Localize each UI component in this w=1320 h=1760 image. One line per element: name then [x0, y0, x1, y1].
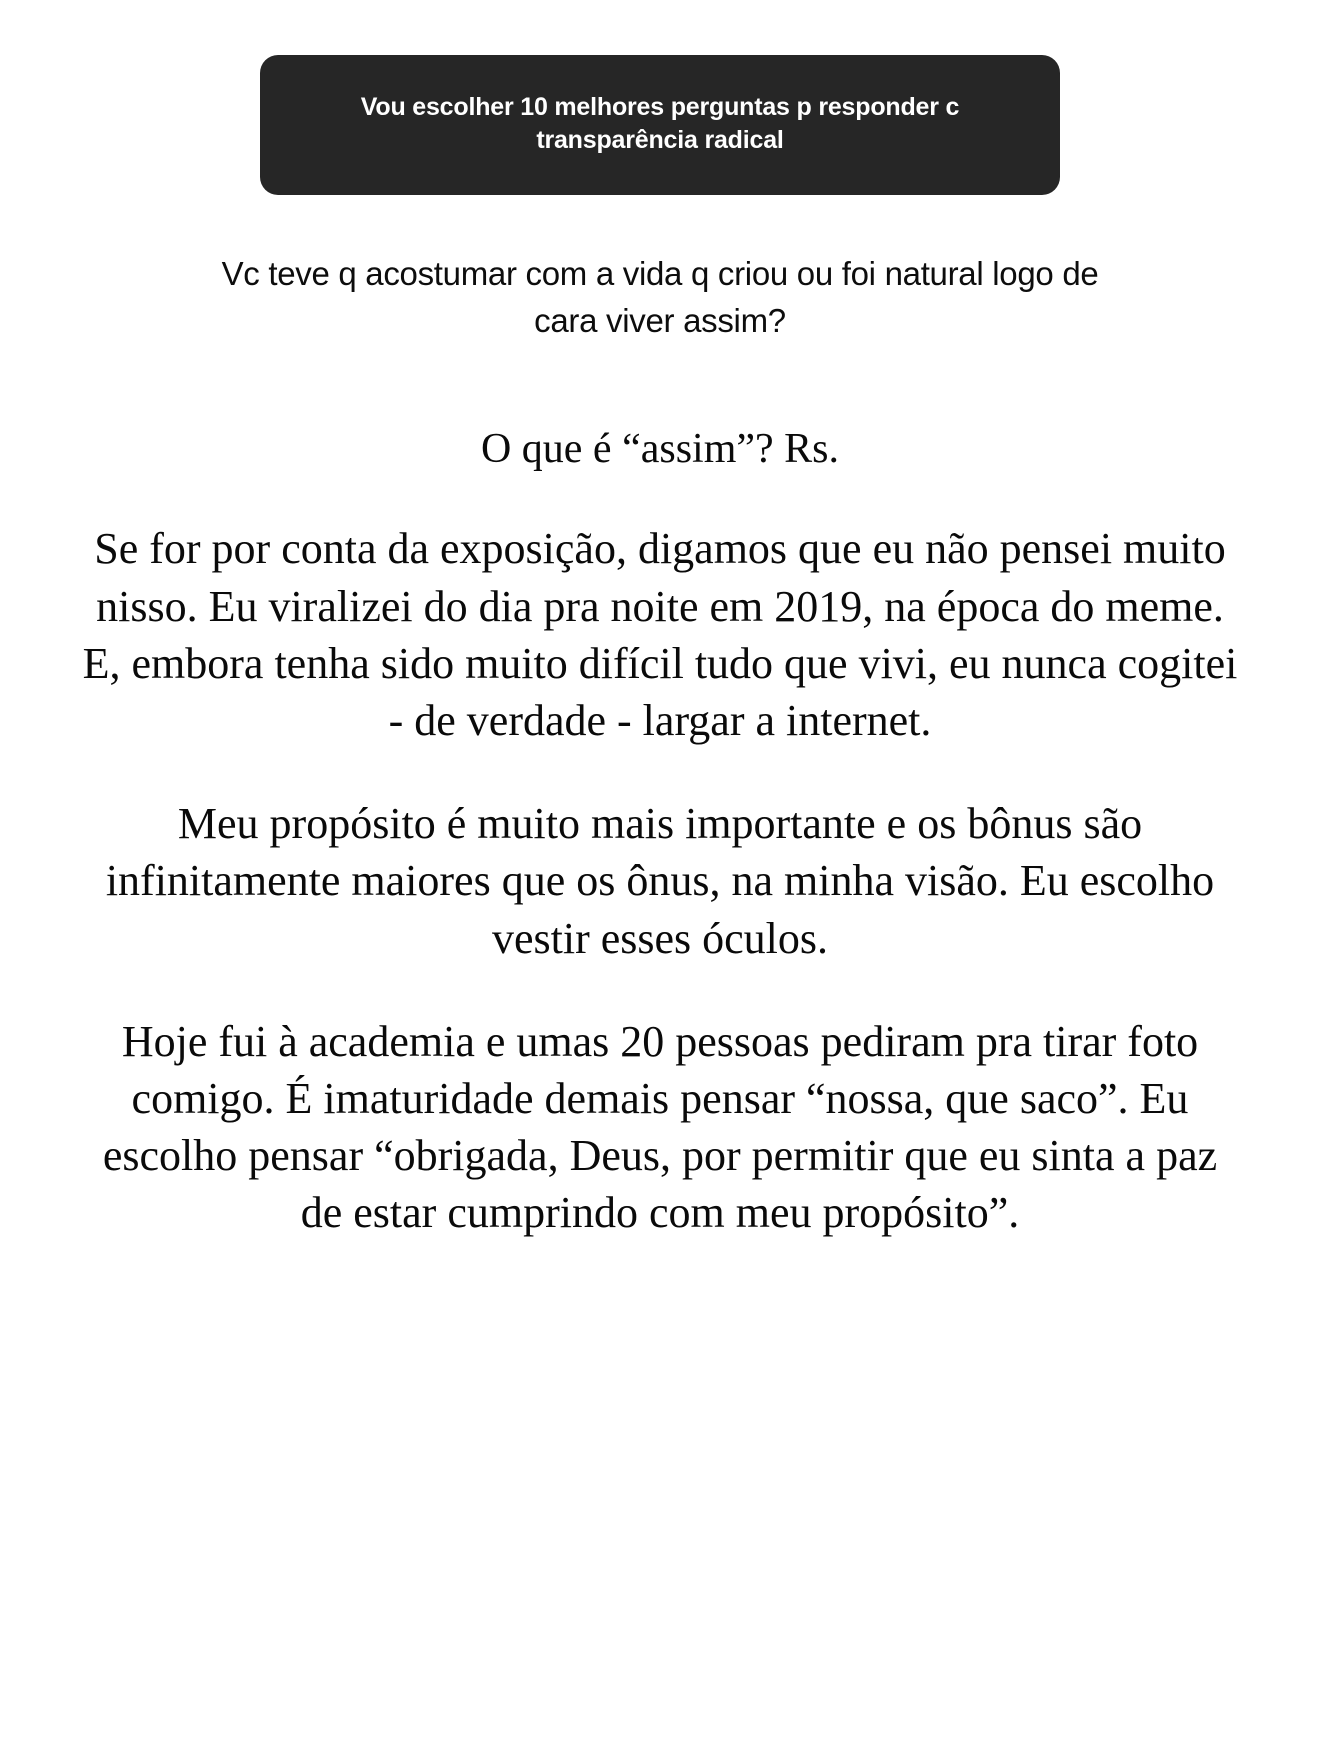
answer-paragraph-1: Se for por conta da exposição, digamos que eu não pensei muito nisso. Eu viralizei do dia pra noite em 2019, na época do meme. E, embora tenha sido muito difícil tudo que vivi, eu nunca cogitei - de verdade - largar a internet.	[82, 524, 1238, 746]
question-prompt-sticker[interactable]: Vou escolher 10 melhores perguntas p responder c transparência radical	[260, 55, 1060, 195]
sticker-container	[0, 55, 1320, 195]
follower-question-text: Vc teve q acostumar com a vida q criou ou foi natural logo de cara viver assim?	[221, 255, 1099, 339]
answer-paragraph-3: Hoje fui à academia e umas 20 pessoas pediram pra tirar foto comigo. É imaturidade demais pensar “nossa, que saco”. Eu escolho pensar “obrigada, Deus, por permitir que eu sinta a paz de estar cumprindo com meu propósito”.	[102, 1016, 1218, 1238]
answer-paragraph-2: Meu propósito é muito mais importante e os bônus são infinitamente maiores que os ônus, na minha visão. Eu escolho vestir esses óculos.	[105, 799, 1215, 963]
answer-block	[80, 423, 1240, 1242]
answer-lead-line: O que é “assim”? Rs.	[480, 425, 840, 472]
